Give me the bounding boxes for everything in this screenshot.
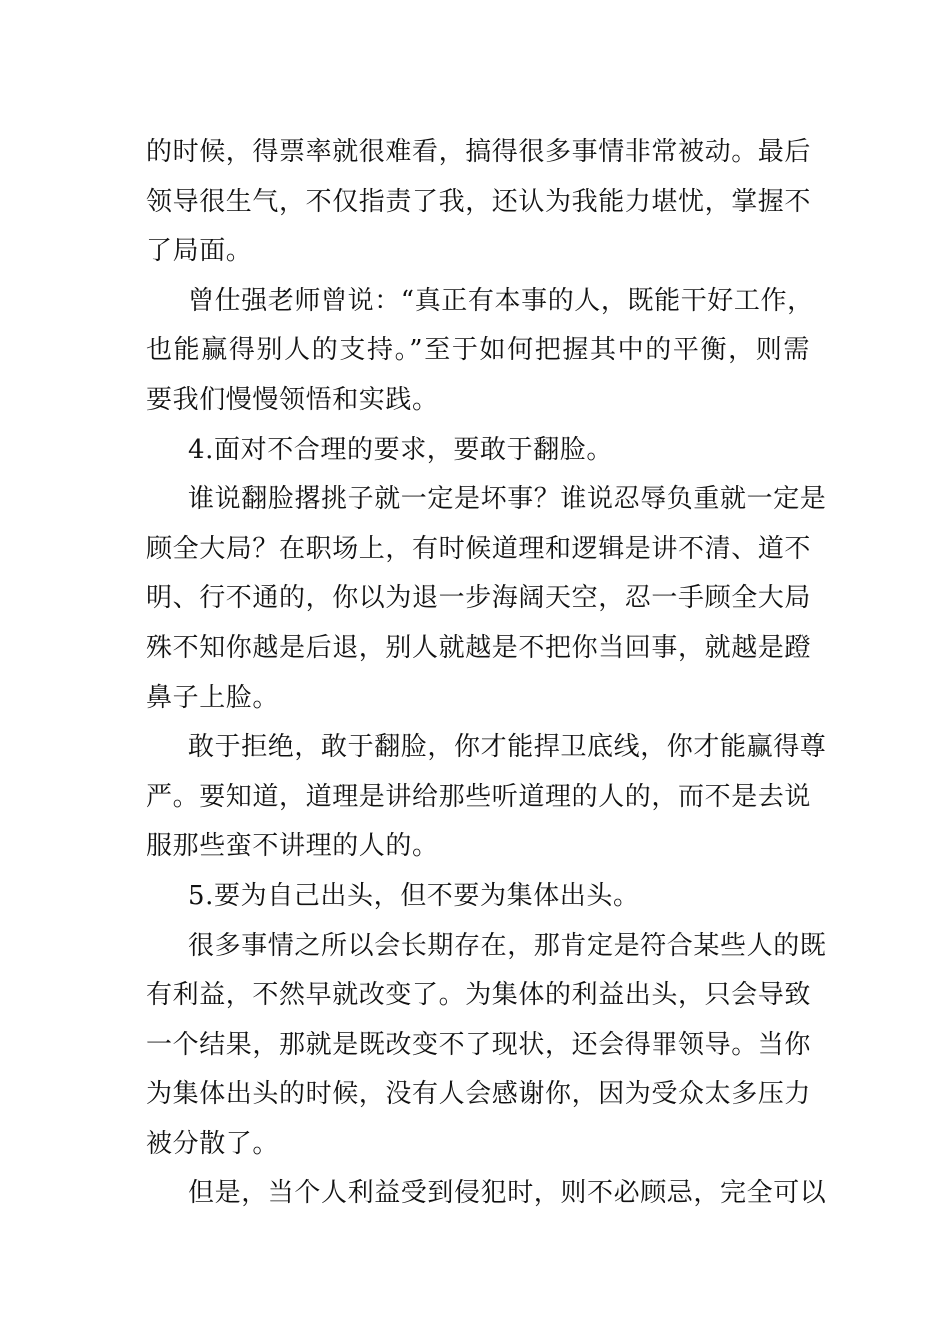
- section-heading-4: 4.面对不合理的要求，要敢于翻脸。: [188, 434, 614, 465]
- text-line: 也能赢得别人的支持。”至于如何把握其中的平衡，则需: [146, 335, 810, 366]
- section-heading-5: 5.要为自己出头，但不要为集体出头。: [188, 880, 640, 911]
- paragraph-start-line: 敢于拒绝，敢于翻脸，你才能捍卫底线，你才能赢得尊: [188, 732, 827, 763]
- text-line: 殊不知你越是后退，别人就越是不把你当回事，就越是蹬: [146, 632, 812, 663]
- paragraph-start-line: 曾仕强老师曾说：“真正有本事的人，既能干好工作，: [188, 285, 814, 316]
- text-line: 的时候，得票率就很难看，搞得很多事情非常被动。最后: [146, 137, 812, 167]
- text-line: 顾全大局？在职场上，有时候道理和逻辑是讲不清、道不: [146, 533, 812, 564]
- text-line: 服那些蛮不讲理的人的。: [146, 831, 439, 862]
- paragraph-start-line: 谁说翻脸撂挑子就一定是坏事？谁说忍辱负重就一定是: [188, 484, 827, 515]
- text-line: 领导很生气，不仅指责了我，还认为我能力堪忧，掌握不: [146, 186, 812, 217]
- text-line: 了局面。: [146, 236, 253, 267]
- text-line: 明、行不通的，你以为退一步海阔天空，忍一手顾全大局: [146, 583, 812, 614]
- document-body: [146, 128, 827, 1219]
- paragraph-start-line: 很多事情之所以会长期存在，那肯定是符合某些人的既: [188, 930, 827, 961]
- text-line: 有利益，不然早就改变了。为集体的利益出头，只会导致: [146, 980, 812, 1011]
- text-line: 要我们慢慢领悟和实践。: [146, 384, 439, 415]
- text-line: 一个结果，那就是既改变不了现状，还会得罪领导。当你: [146, 1029, 812, 1060]
- text-line: 鼻子上脸。: [146, 682, 280, 713]
- text-line: 被分散了。: [146, 1128, 280, 1159]
- text-line: 严。要知道，道理是讲给那些听道理的人的，而不是去说: [146, 781, 812, 812]
- text-line: 为集体出头的时候，没有人会感谢你，因为受众太多压力: [146, 1079, 812, 1110]
- paragraph-start-line: 但是，当个人利益受到侵犯时，则不必顾忌，完全可以: [188, 1178, 827, 1209]
